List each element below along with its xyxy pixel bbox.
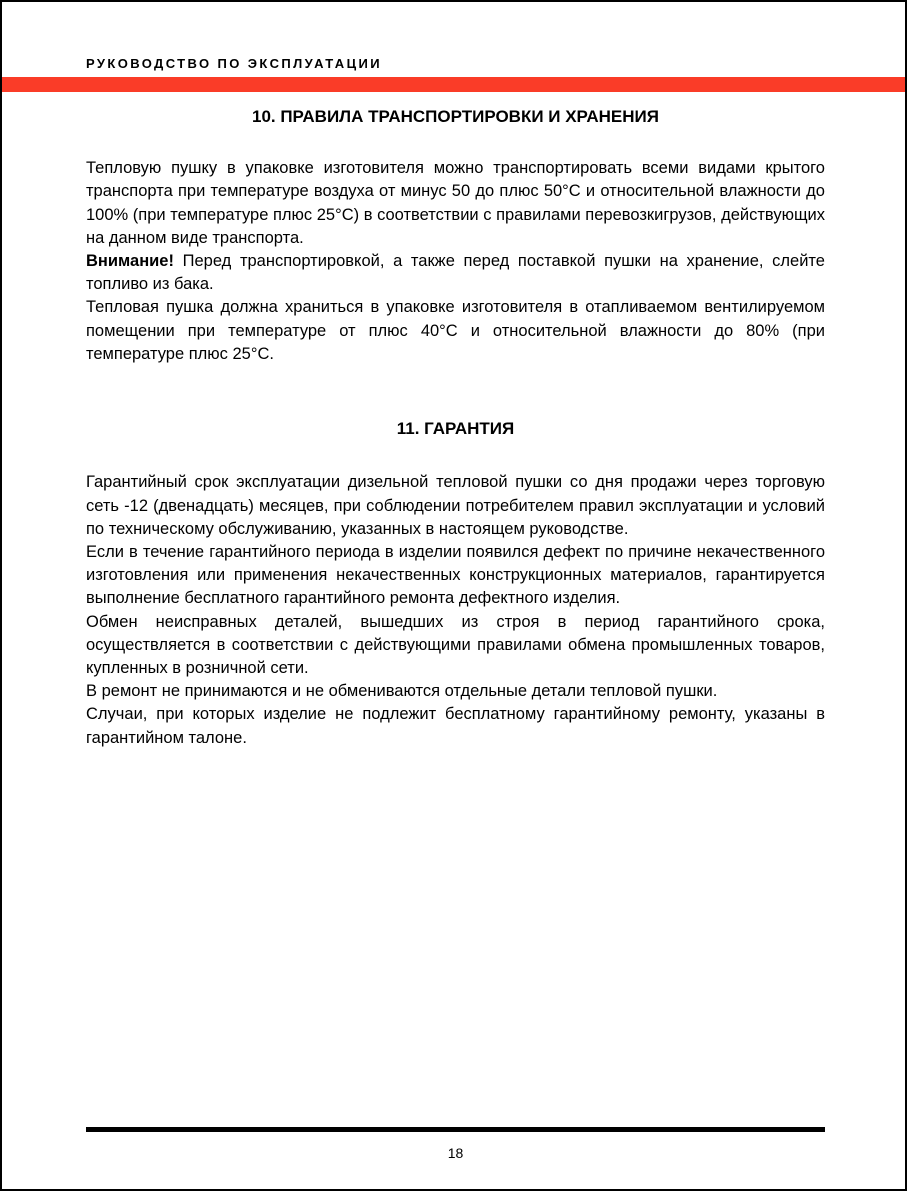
paragraph-attention-drain-fuel: [86, 250, 825, 296]
paragraph-warranty-parts-exchange: Обмен неисправных деталей, вышедших из строя в период гарантийного срока, осуществляется в соответствии с действующими правилами обмена промышленных товаров, купленных в розничной сети.: [86, 612, 825, 677]
paragraph-warranty-period: Гарантийный срок эксплуатации дизельной тепловой пушки со дня продажи через торговую сеть -12 (двенадцать) месяцев, при соблюдении потребителем правил эксплуатации и условий по техническому обслуживанию, указанных в настоящем руководстве.: [86, 473, 825, 538]
paragraph-transport-conditions: Тепловую пушку в упаковке изготовителя можно транспортировать всеми видами крытого транспорта при температуре воздуха от минус 50 до плюс 50°С и относительной влажности до 100% (при температуре плюс 25°С) в соответствии с правилами перевозкигрузов, действующих на данном виде транспорта.: [86, 159, 825, 247]
section-heading-warranty: 11. ГАРАНТИЯ: [396, 419, 515, 439]
page-header: [2, 2, 905, 96]
page-content: [86, 106, 825, 750]
paragraph-storage-conditions: Тепловая пушка должна храниться в упаковке изготовителя в отапливаемом вентилируемом помещении при температуре от плюс 40°С и относительной влажности до 80% (при температуре плюс 25°С.: [86, 298, 825, 363]
footer-black-rule: [86, 1127, 825, 1132]
attention-label: Внимание!: [86, 252, 174, 271]
paragraph-warranty-exclusions: Случаи, при которых изделие не подлежит бесплатному гарантийному ремонту, указаны в гарантийном талоне.: [86, 705, 825, 747]
section-heading-transport-storage: 10. ПРАВИЛА ТРАНСПОРТИРОВКИ И ХРАНЕНИЯ: [251, 107, 659, 126]
page-number: 18: [447, 1145, 464, 1161]
page-footer: [86, 1127, 825, 1160]
header-red-rule: [2, 77, 905, 92]
paragraph-warranty-defects: Если в течение гарантийного периода в изделии появился дефект по причине некачественного изготовления или применения некачественных конструкционных материалов, гарантируется выполнение бесплатного гарантийного ремонта дефектного изделия.: [86, 542, 825, 608]
paragraph-no-separate-parts: В ремонт не принимаются и не обмениваются отдельные детали тепловой пушки.: [86, 682, 718, 701]
running-header-title: РУКОВОДСТВО ПО ЭКСПЛУАТАЦИИ: [86, 56, 382, 71]
attention-text: Перед транспортировкой, а также перед поставкой пушки на хранение, слейте топливо из бака.: [86, 252, 825, 294]
